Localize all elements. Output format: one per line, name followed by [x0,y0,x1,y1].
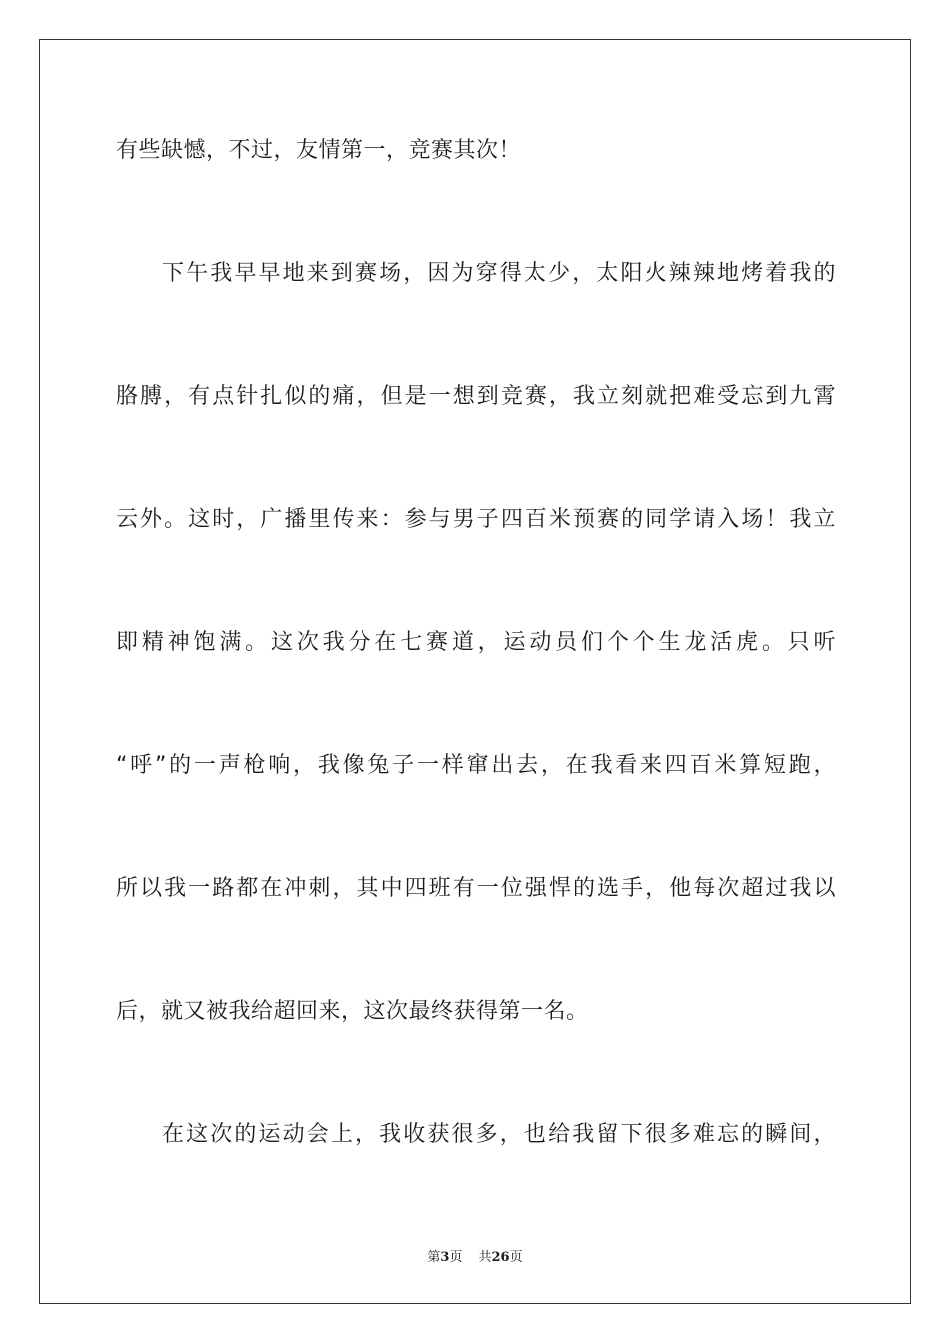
total-suffix: 页 [509,1250,523,1265]
text-line: “呼”的一声枪响，我像兔子一样窜出去，在我看来四百米算短跑， [116,753,836,778]
page-prefix: 第 [427,1250,441,1265]
page-footer [0,1246,950,1265]
text-line: 所以我一路都在冲刺，其中四班有一位强悍的选手，他每次超过我以 [116,876,836,901]
total-page-number: 26 [491,1250,510,1265]
page-suffix: 页 [449,1250,463,1265]
paragraph-first-line: 在这次的运动会上，我收获很多，也给我留下很多难忘的瞬间， [162,1122,836,1147]
current-page-number: 3 [440,1250,450,1265]
total-prefix: 共 [478,1250,492,1265]
text-line: 即精神饱满。这次我分在七赛道，运动员们个个生龙活虎。只听 [116,630,836,655]
page-border [39,39,911,1304]
text-line: 有些缺憾，不过，友情第一，竞赛其次！ [116,138,522,163]
text-line: 云外。这时，广播里传来：参与男子四百米预赛的同学请入场！我立 [116,507,836,532]
text-line: 胳膊，有点针扎似的痛，但是一想到竞赛，我立刻就把难受忘到九霄 [116,384,836,409]
paragraph-first-line: 下午我早早地来到赛场，因为穿得太少，太阳火辣辣地烤着我的 [162,261,836,286]
text-line: 后，就又被我给超回来，这次最终获得第一名。 [116,999,589,1024]
